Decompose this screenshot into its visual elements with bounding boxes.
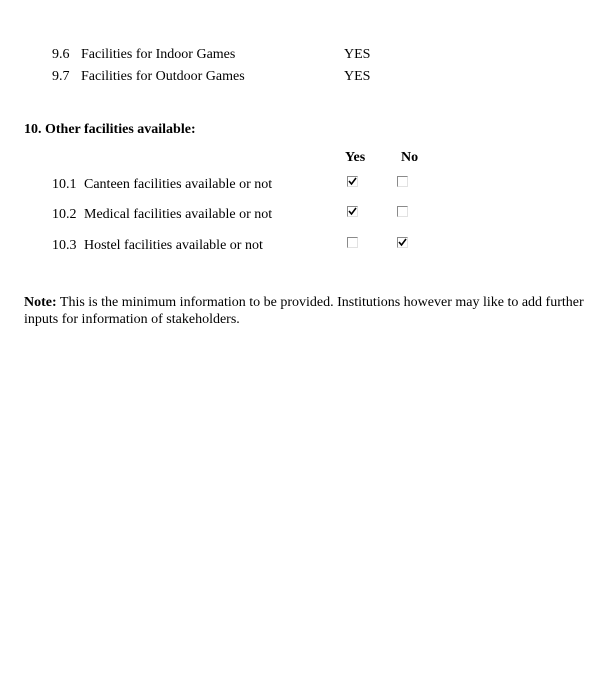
item-10-2-number: 10.2	[52, 207, 77, 222]
checkmark-icon	[348, 207, 357, 216]
hostel-no-checkbox[interactable]	[397, 237, 408, 248]
item-9-7-number: 9.7	[52, 69, 70, 84]
note-text: This is the minimum information to be provided. Institutions however may like to add further inputs for information of stakeholders.	[24, 295, 584, 327]
item-10-1-number: 10.1	[52, 177, 77, 192]
canteen-no-checkbox[interactable]	[397, 176, 408, 187]
item-9-6-number: 9.6	[52, 47, 70, 62]
item-9-6-label: Facilities for Indoor Games	[81, 47, 236, 62]
hostel-yes-checkbox[interactable]	[347, 237, 358, 248]
note-label: Note:	[24, 295, 57, 310]
checkmark-icon	[348, 177, 357, 186]
item-10-3-number: 10.3	[52, 238, 77, 253]
medical-yes-checkbox[interactable]	[347, 206, 358, 217]
item-9-7-value: YES	[344, 69, 371, 84]
note-paragraph	[24, 294, 584, 328]
medical-no-checkbox[interactable]	[397, 206, 408, 217]
column-header-no: No	[401, 150, 419, 165]
item-9-7-label: Facilities for Outdoor Games	[81, 69, 245, 84]
section-10-heading: 10. Other facilities available:	[24, 122, 196, 137]
item-10-2-label: Medical facilities available or not	[84, 207, 273, 222]
canteen-yes-checkbox[interactable]	[347, 176, 358, 187]
column-header-yes: Yes	[345, 150, 366, 165]
item-10-3-label: Hostel facilities available or not	[84, 238, 263, 253]
checkmark-icon	[398, 238, 407, 247]
item-10-1-label: Canteen facilities available or not	[84, 177, 273, 192]
item-9-6-value: YES	[344, 47, 371, 62]
